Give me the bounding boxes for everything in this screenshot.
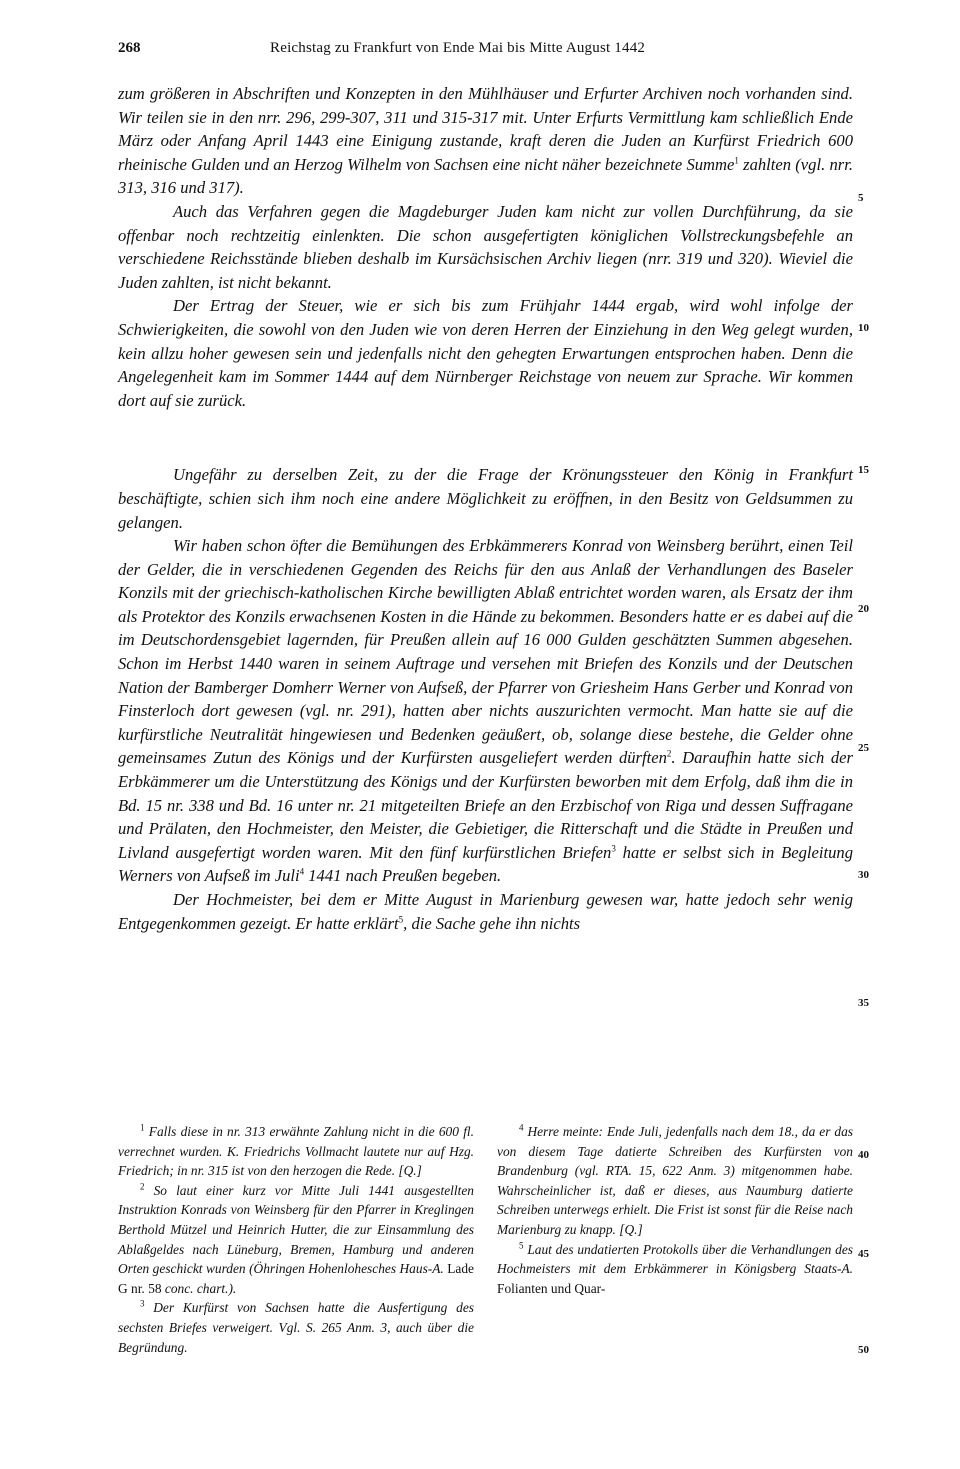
footnote-5	[497, 1240, 853, 1299]
paragraph-1-text: zum größeren in Abschriften und Konzepten in den Mühlhäuser und Erfurter Archiven noch vorhanden sind. Wir teilen sie in den nrr. 296, 299-307, 311 und 315-317 mit. Unter Erfurts Vermittlung kam schließlich Ende März oder Anfang April 1443 eine Einigung zustande, kraft deren die Juden an Kurfürst Friedrich 600 rheinische Gulden und an Herzog Wilhelm von Sachsen eine nicht näher bezeichnete Summe	[118, 84, 853, 174]
line-number: 40	[858, 1149, 869, 1161]
footnote-3	[118, 1298, 474, 1357]
footnote-ref-4: 4	[299, 866, 305, 877]
footnote-2-shelfmark: Lade G nr. 58	[118, 1261, 474, 1296]
footnotes	[118, 1122, 853, 1382]
paragraph-6	[118, 888, 853, 935]
line-number: 50	[858, 1344, 869, 1356]
running-title: Reichstag zu Frankfurt von Ende Mai bis Mitte August 1442	[270, 40, 646, 56]
paragraph-5-text-c: hatte er selbst sich in Begleitung Werners von Aufseß im Juli	[118, 842, 854, 886]
footnote-5-tail: Folianten und Quar-	[497, 1280, 606, 1296]
paragraph-5	[118, 534, 853, 888]
footnotes-right-column	[497, 1122, 853, 1298]
footnote-mark-2: 2	[140, 1181, 145, 1192]
paragraph-6-text: Der Hochmeister, bei dem er Mitte August in Marienburg gewesen war, hatte jedoch sehr wenig Entgegenkommen gezeigt. Er hatte erklärt	[118, 890, 853, 933]
paragraph-2: Auch das Verfahren gegen die Magdeburger Juden kam nicht zur vollen Durchführung, da sie offenbar noch rechtzeitig einlenkten. Die schon ausgefertigten königlichen Vollstreckungsbefehle an verschiedene Reichsstände blieben deshalb im Kursächsischen Archiv liegen (nrr. 319 und 320). Wieviel die Juden zahlten, ist nicht bekannt.	[118, 201, 853, 292]
footnote-ref-1: 1	[734, 155, 739, 166]
line-number: 5	[858, 192, 864, 204]
line-number: 45	[858, 1248, 869, 1260]
footnotes-left-column	[118, 1122, 474, 1357]
footnote-5-text: Laut des undatierten Protokolls über die Verhandlungen des Hochmeisters mit dem Erbkämmerer in Königsberg Staats-A.	[497, 1241, 853, 1277]
line-number: 35	[858, 997, 869, 1009]
paragraph-4: Ungefähr zu derselben Zeit, zu der die Frage der Krönungssteuer den König in Frankfurt beschäftigte, schien sich ihm noch eine andere Möglichkeit zu eröffnen, in den Besitz von Geldsummen zu gelangen.	[118, 465, 853, 532]
paragraph-1	[118, 82, 853, 200]
page-header	[118, 40, 853, 64]
footnote-mark-4: 4	[519, 1122, 524, 1133]
paragraph-5-text-d: 1441 nach Preußen begeben.	[304, 866, 502, 886]
footnote-ref-5: 5	[398, 914, 404, 925]
footnote-1-text: Falls diese in nr. 313 erwähnte Zahlung nicht in die 600 fl. verrechnet wurden. K. Friedrichs Vollmacht lautete nur auf Hzg. Friedrich; in nr. 315 ist von den herzogen die Rede. [Q.]	[118, 1124, 474, 1179]
footnote-1	[118, 1122, 474, 1181]
footnote-3-text: Der Kurfürst von Sachsen hatte die Ausfertigung des sechsten Briefes verweigert. Vgl. S. 265 Anm. 3, auch über die Begründung.	[118, 1300, 474, 1355]
main-text	[118, 82, 853, 935]
paragraph-5-text-b: . Daraufhin hatte sich der Erbkämmerer um die Unterstützung des Königs und der Kurfürsten beworben mit dem Erfolg, daß ihm die in Bd. 15 nr. 338 und Bd. 16 unter nr. 21 mitgeteilten Briefe an den Erzbischof von Riga und dessen Suffragane und Prälaten, den Hochmeister, den Meister, die Gebietiger, die Ritterschaft und die Städte in Preußen und Livland ausgefertigt worden waren. Mit den fünf kurfürstlichen Briefen	[118, 748, 853, 862]
footnote-2-text: So laut einer kurz vor Mitte Juli 1441 ausgestellten Instruktion Konrads von Weinsberg für den Pfarrer in Kreglingen Berthold Mützel und Heinrich Hutter, die zur Einsammlung des Ablaßgeldes nach Lüneburg, Bremen, Hamburg und anderen Orten geschickt wurden (Öhringen Hohenlohesches Haus-A.	[118, 1182, 474, 1277]
footnote-4-text: Herre meinte: Ende Juli, jedenfalls nach dem 18., da er das von diesem Tage datierte Schreiben des Kurfürsten von Brandenburg (vgl. RTA. 15, 622 Anm. 3) mitgenommen habe. Wahrscheinlicher ist, daß er dieses, aus Naumburg datierte Schreiben unterwegs erhielt. Die Frist ist sonst für die Reise nach Marienburg zu knapp. [Q.]	[497, 1124, 853, 1237]
line-number: 10	[858, 322, 869, 334]
footnote-mark-3: 3	[140, 1298, 145, 1309]
footnote-2	[118, 1181, 474, 1299]
footnote-ref-3: 3	[611, 843, 616, 854]
line-number: 20	[858, 603, 869, 615]
line-number: 15	[858, 464, 869, 476]
footnote-4	[497, 1122, 853, 1240]
paragraph-3: Der Ertrag der Steuer, wie er sich bis zum Frühjahr 1444 ergab, wird wohl infolge der Schwierigkeiten, die sowohl von den Juden wie von deren Herren der Einziehung in den Weg gelegt wurden, kein allzu hoher gewesen sein und jedenfalls nicht den gehegten Erwartungen entsprochen haben. Denn die Angelegenheit kam im Sommer 1444 auf dem Nürnberger Reichstage von neuem zur Sprache. Wir kommen dort auf sie zurück.	[118, 296, 853, 410]
line-number: 25	[858, 742, 869, 754]
footnote-mark-5: 5	[519, 1240, 524, 1251]
footnote-2-tail: conc. chart.).	[164, 1280, 237, 1296]
line-number: 30	[858, 869, 869, 881]
footnote-mark-1: 1	[140, 1122, 145, 1133]
page-number: 268	[118, 40, 141, 56]
paragraph-5-text-a: Wir haben schon öfter die Bemühungen des Erbkämmerers Konrad von Weinsberg berührt, einen Teil der Gelder, die in verschiedenen Gegenden des Reichs für den aus Anlaß der Verhandlungen des Baseler Konzils mit der griechisch-katholischen Kirche bewilligten Ablaß entrichtet worden waren, als Ersatz der ihm als Protektor des Konzils erwachsenen Kosten in die Hände zu bekommen. Besonders hatte er es dabei auf die im Deutschordensgebiet lagernden, für Preußen allein auf 16 000 Gulden geschätzten Summen abgesehen. Schon im Herbst 1440 waren in seinem Auftrage und versehen mit Briefen des Konzils und der Deutschen Nation der Bamberger Domherr Werner von Aufseß, der Pfarrer von Griesheim Hans Gerber und Konrad von Finsterloch dort gewesen (vgl. nr. 291), hatten aber nichts auszurichten vermocht. Man hatte sie auf die kurfürstliche Neutralität hingewiesen und Bedenken geäußert, ob, solange diese bestehe, die Gelder ohne gemeinsames Zutun des Königs und der Kurfürsten ausgeliefert werden dürften	[118, 536, 853, 768]
footnote-ref-2: 2	[666, 748, 672, 759]
paragraph-1-tail: zahlten (vgl. nrr. 313, 316 und 317).	[118, 154, 853, 198]
paragraph-6-tail: , die Sache gehe ihn nichts	[403, 913, 581, 933]
